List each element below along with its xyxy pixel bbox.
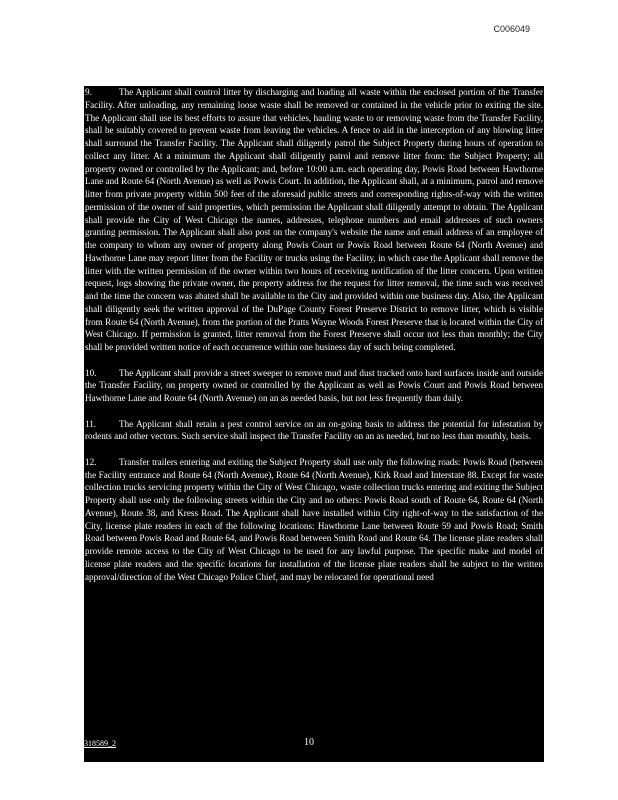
paragraph-number: 12. [85,456,97,467]
paragraph-10 [85,367,543,405]
page-number: 10 [304,737,314,748]
paragraph-text: The Applicant shall retain a pest control service on an on-going basis to address the potential for infestation by rodents and other vectors. Such service shall inspect the Transfer Facility on an as needed, but no less than monthly, basis. [85,418,543,442]
document-code: 318589_2 [84,739,116,748]
paragraph-11 [85,418,543,444]
paragraph-12 [85,456,543,584]
paragraph-text: The Applicant shall control litter by discharging and loading all waste within the enclosed portion of the Transfer Facility. After unloading, any remaining loose waste shall be removed or contained in the vehicle prior to exiting the site. The Applicant shall use its best efforts to assure that vehicles, hauling waste to or removing waste from the Transfer Facility, shall be suitably covered to prevent waste from leaving the vehicles. A fence to aid in the interception of any blowing litter shall surround the Transfer Facility. The Applicant shall diligently patrol the Subject Property during hours of operation to collect any litter. At a minimum the Applicant shall diligently patrol and remove litter from: the Subject Property; all property owned or controlled by the Applicant; and, before 10:00 a.m. each operating day, Powis Road between Hawthorne Lane and Route 64 (North Avenue) as well as Powis Court. In addition, the Applicant shall, at a minimum, patrol and remove litter from private property within 500 feet of the aforesaid public streets and corresponding rights-of-way with the written permission of the owner of said properties, which permission the Applicant shall diligently attempt to obtain. The Applicant shall provide the City of West Chicago the names, addresses, telephone numbers and email addresses of such owners granting permission. The Applicant shall also post on the company's website the name and email address of an employee of the company to whom any owner of property along Powis Court or Powis Road between Route 64 (North Avenue) and Hawthorne Lane may report litter from the Facility or trucks using the Facility, in which case the Applicant shall remove the litter with the written permission of the owner within two hours of receiving notification of the litter concern. Upon written request, logs showing the private owner, the property address for the request for litter removal, the time such was received and the time the concern was abated shall be available to the City and provided within one business day. Also, the Applicant shall diligently seek the written approval of the DuPage County Forest Preserve District to remove litter, which is visible from Route 64 (North Avenue), from the portion of the Pratts Wayne Woods Forest Preserve that is located within the City of West Chicago. If permission is granted, litter removal from the Forest Preserve shall occur not less than monthly; the City shall be provided written notice of each occurrence within one business day of such being completed. [85,87,543,352]
bates-number: C006049 [493,24,530,34]
paragraph-number: 10. [85,367,97,378]
paragraph-text: Transfer trailers entering and exiting the Subject Property shall use only the following roads: Powis Road (between the Facility entrance and Route 64 (North Avenue), Route 64 (North Avenue), Kirk Road and Interstate 88. Except for waste collection trucks servicing property within the City of West Chicago, waste collection trucks entering and exiting the Subject Property shall use only the following streets within the City and no others: Powis Road south of Route 64, Route 64 (North Avenue), Route 38, and Kress Road. The Applicant shall have installed within City right-of-way to the satisfaction of the City, license plate readers in each of the following locations: Hawthorne Lane between Route 59 and Powis Road; Smith Road between Powis Road and Route 64, and Powis Road between Smith Road and Route 64. The license plate readers shall provide remote access to the City of West Chicago to be used for any lawful purpose. The specific make and model of license plate readers and the specific locations for installation of the license plate readers shall be subject to the written approval/direction of the West Chicago Police Chief, and may be relocated for operational need [85,456,543,582]
paragraph-9 [85,86,543,354]
paragraph-number: 11. [85,418,97,429]
paragraph-number: 9. [85,87,92,97]
document-body [84,86,544,762]
paragraph-text: The Applicant shall provide a street sweeper to remove mud and dust tracked onto hard surfaces inside and outside the Transfer Facility, on property owned or controlled by the Applicant as well as Powis Court and Powis Road between Hawthorne Lane and Route 64 (North Avenue) on an as needed basis, but not less frequently than daily. [85,367,543,403]
